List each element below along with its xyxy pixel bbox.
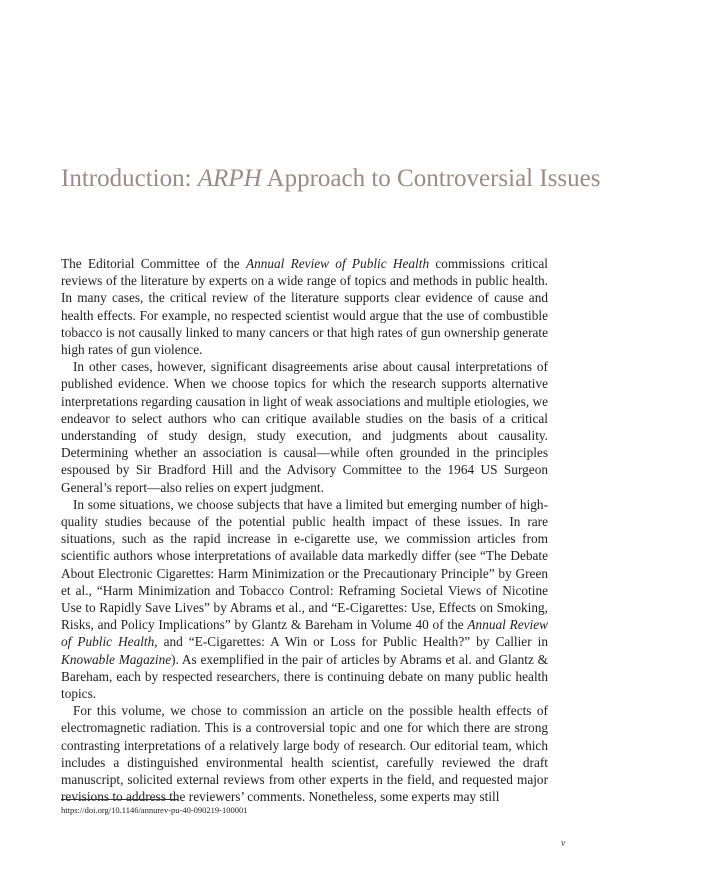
- paragraph-text: In some situations, we choose subjects that have a limited but emerging number of high-quality studies because of the potential public health impact of these issues. In rare situations, such as the rapid increase in e-cigarette use, we commission articles from scientific authors whose interpretations of available data markedly differ (see “The Debate About Electronic Cigarettes: Harm Minimization or the Precautionary Principle” by Green et al., “Harm Minimization and Tobacco Control: Reframing Societal Views of Nicotine Use to Rapidly Save Lives” by Abrams et al., and “E-Cigarettes: Use, Effects on Smoking, Risks, and Policy Implications” by Glantz & Bareham in Volume 40 of the: [61, 496, 548, 633]
- body-paragraph: [61, 255, 548, 358]
- footnote-rule: [61, 799, 178, 800]
- page-number: v: [561, 838, 566, 849]
- paragraph-text: The Editorial Committee of the: [61, 256, 246, 271]
- paragraph-text: ). As exemplified in the pair of articles by Abrams et al. and Glantz & Bareham, each by respected researchers, there is continuing debate on many public health topics.: [61, 651, 548, 702]
- paragraph-text: For this volume, we chose to commission an article on the possible health effects of electromagnetic radiation. This is a controversial topic and one for which there are strong contrasting interpretations of a relatively large body of research. Our editorial team, which includes a distinguished environmental health scientist, carefully reviewed the draft manuscript, solicited external reviews from other experts in the field, and requested major revisions to address the reviewers’ comments. Nonetheless, some experts may still: [61, 703, 548, 805]
- body-paragraph: [61, 702, 548, 805]
- body-paragraph: [61, 496, 548, 702]
- paragraph-text: In other cases, however, significant disagreements arise about causal interpretations of published evidence. When we choose topics for which the research supports alternative interpretations regarding causation in light of weak associations and multiple etiologies, we endeavor to select authors who can critique available studies on the basis of a critical understanding of study design, study execution, and judgments about causality. Determining whether an association is causal—while often grounded in the principles espoused by Sir Bradford Hill and the Advisory Committee to the 1964 US Surgeon General’s report—also relies on expert judgment.: [61, 359, 548, 495]
- article-title: [61, 164, 601, 193]
- italic-title-text: Knowable Magazine: [61, 651, 172, 667]
- title-prefix: Introduction:: [61, 165, 198, 192]
- paragraph-text: , and “E-Cigarettes: A Win or Loss for Public Health?” by Callier in: [154, 634, 548, 650]
- italic-title-text: Annual Review of Public Health: [61, 617, 548, 650]
- italic-title-text: Annual Review of Public Health: [245, 256, 430, 271]
- doi-link[interactable]: https://doi.org/10.1146/annurev-pu-40-090219-100001: [61, 805, 248, 815]
- paragraph-text: commissions critical reviews of the literature by experts on a wide range of topics and methods in public health. In many cases, the critical review of the literature supports clear evidence of cause and health effects. For example, no respected scientist would argue that the use of combustible tobacco is not causally linked to many cancers or that high rates of gun ownership generate high rates of gun violence.: [61, 256, 548, 358]
- article-body: [61, 255, 548, 806]
- title-suffix: Approach to Controversial Issues: [261, 165, 601, 192]
- body-paragraph: [61, 358, 548, 496]
- title-journal-abbrev: ARPH: [197, 165, 262, 192]
